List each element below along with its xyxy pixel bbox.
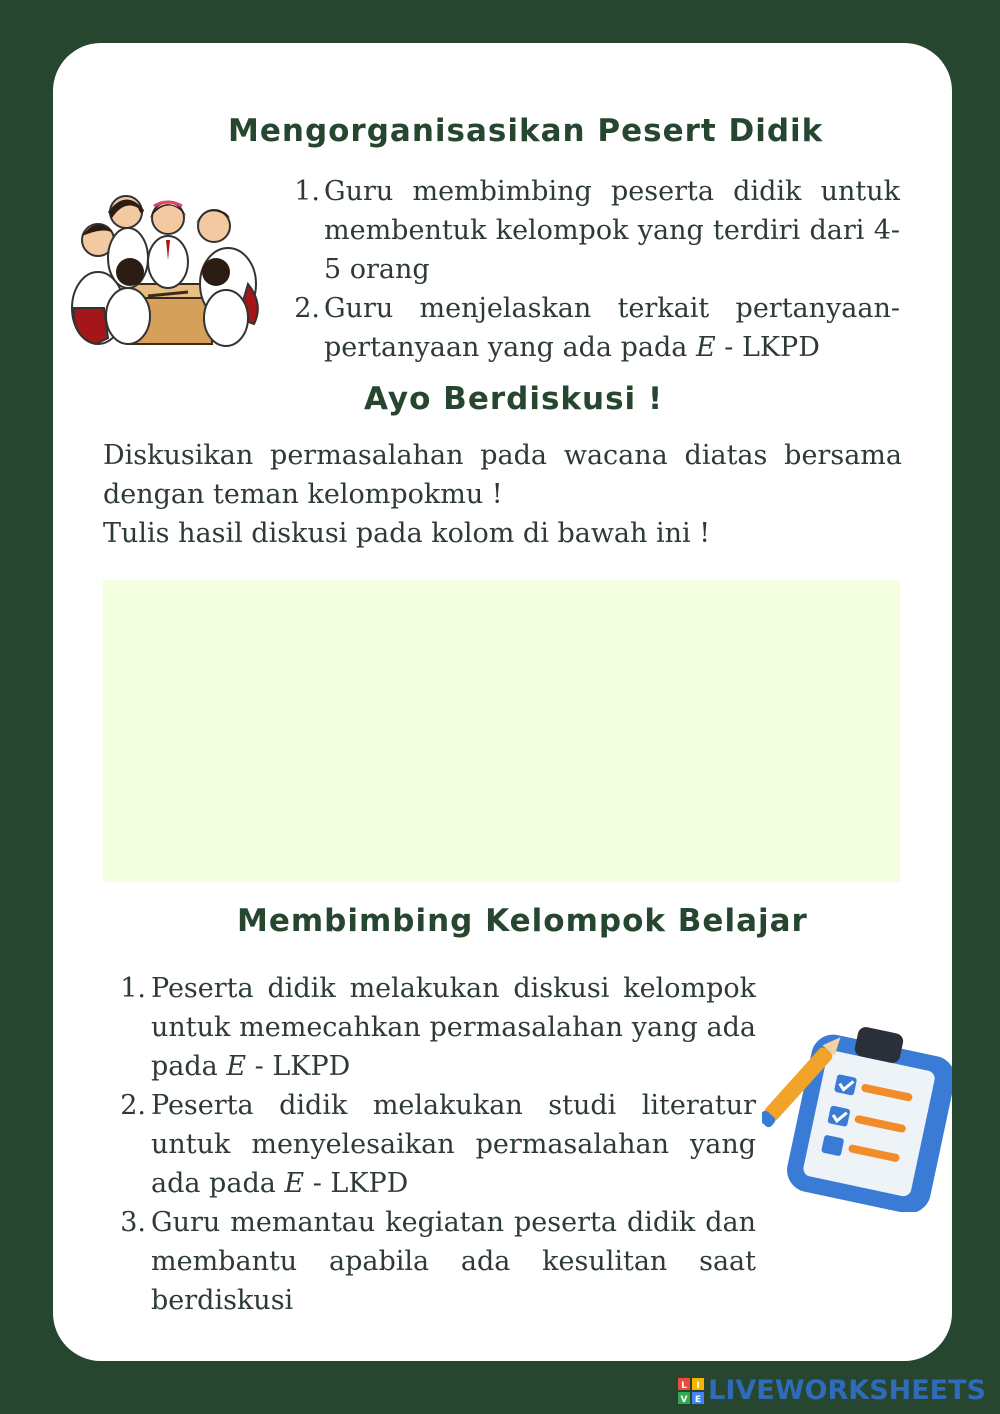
clipboard-checklist-illustration	[762, 1026, 952, 1212]
logo-letter: V	[680, 1394, 688, 1404]
list-text: - LKPD	[304, 1168, 409, 1199]
students-group-illustration	[68, 188, 268, 350]
section-title-guide: Membimbing Kelompok Belajar	[237, 903, 808, 939]
list-item	[280, 172, 900, 289]
liveworksheets-wordmark: LIVEWORKSHEETS	[708, 1375, 986, 1406]
list-text: Peserta didik melakukan studi literatur untuk menyelesaikan permasalahan yang ada pada	[151, 1090, 756, 1199]
list-item	[106, 1203, 756, 1320]
list-text-emphasis: E	[695, 332, 716, 363]
list-number: 2.	[120, 1090, 146, 1121]
list-number: 3.	[120, 1207, 146, 1238]
liveworksheets-brand	[678, 1375, 986, 1406]
liveworksheets-logo-icon	[678, 1378, 704, 1404]
list-text-emphasis: E	[284, 1168, 305, 1199]
list-text: Guru membimbing peserta didik untuk membentuk kelompok yang terdiri dari 4-5 orang	[324, 176, 900, 285]
list-number: 2.	[294, 293, 320, 324]
section-title-discuss: Ayo Berdiskusi !	[364, 381, 664, 417]
list-text-emphasis: E	[226, 1051, 247, 1082]
list-text: Guru memantau kegiatan peserta didik dan membantu apabila ada kesulitan saat berdiskusi	[151, 1207, 756, 1316]
list-text: Peserta didik melakukan diskusi kelompok untuk memecahkan permasalahan yang ada pada	[151, 973, 756, 1082]
logo-letter: I	[696, 1380, 700, 1391]
organize-steps-list	[280, 172, 900, 367]
discussion-instruction: Diskusikan permasalahan pada wacana diatas bersama dengan teman kelompokmu !	[103, 440, 902, 510]
logo-letter: E	[695, 1394, 702, 1404]
guide-steps-list	[106, 969, 756, 1320]
list-item	[106, 969, 756, 1086]
writing-instruction: Tulis hasil diskusi pada kolom di bawah ini !	[103, 518, 711, 549]
list-text: Guru menjelaskan terkait pertanyaan-pertanyaan yang ada pada	[324, 293, 900, 363]
list-item	[280, 289, 900, 367]
list-text: - LKPD	[715, 332, 820, 363]
logo-letter: L	[681, 1380, 688, 1391]
section-title-organize: Mengorganisasikan Pesert Didik	[228, 113, 824, 149]
list-number: 1.	[120, 973, 146, 1004]
discussion-answer-input[interactable]	[103, 580, 900, 882]
list-text: - LKPD	[246, 1051, 351, 1082]
list-number: 1.	[294, 176, 320, 207]
list-item	[106, 1086, 756, 1203]
